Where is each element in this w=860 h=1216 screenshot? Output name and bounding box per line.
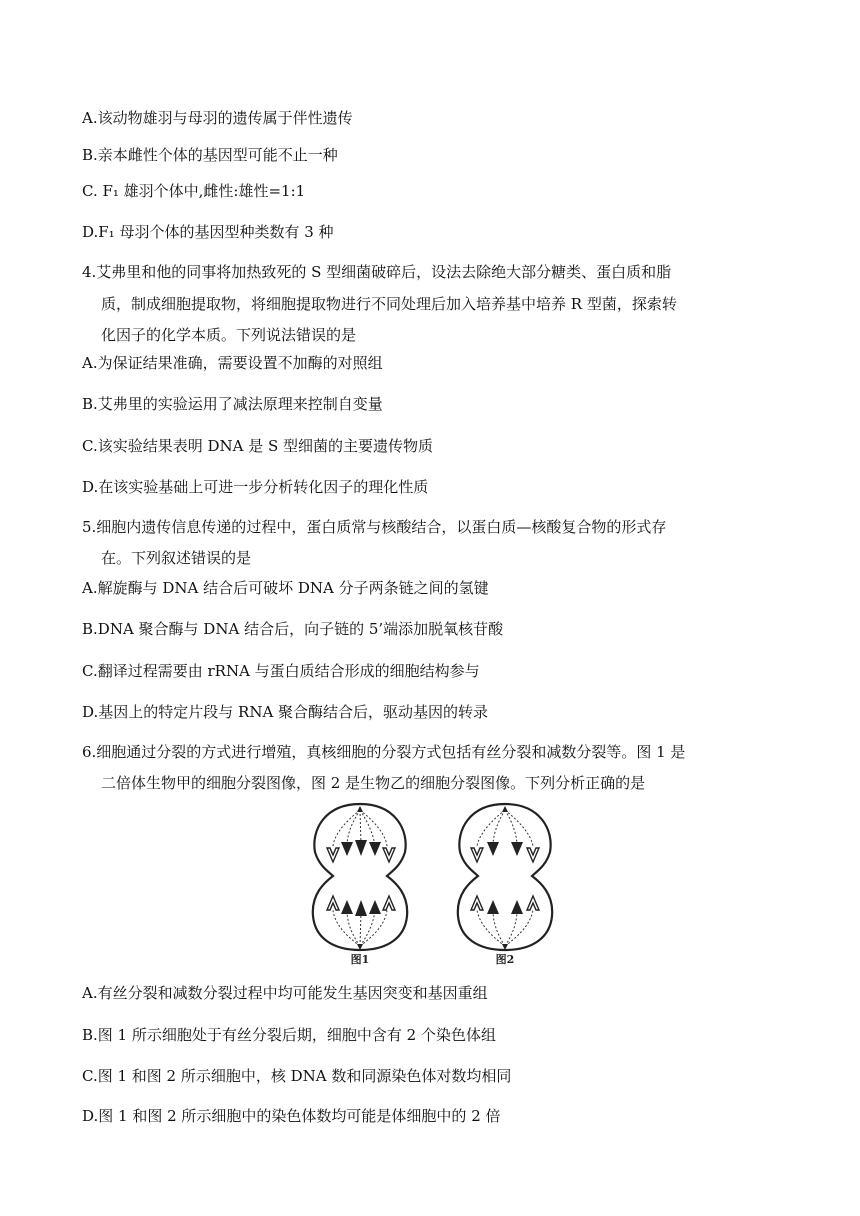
figure-1-label: 图1 — [350, 953, 370, 966]
q6-option-c: C.图 1 和图 2 所示细胞中，核 DNA 数和同源染色体对数均相同 — [82, 1067, 512, 1085]
q5-option-b: B.DNA 聚合酶与 DNA 结合后，向子链的 5’端添加脱氧核苷酸 — [82, 620, 504, 638]
cell-division-figure — [305, 800, 565, 966]
q6-option-a: A.有丝分裂和减数分裂过程中均可能发生基因突变和基因重组 — [82, 984, 488, 1002]
q6-option-b: B.图 1 所示细胞处于有丝分裂后期，细胞中含有 2 个染色体组 — [82, 1026, 496, 1044]
q4-stem-line-3: 化因子的化学本质。下列说法错误的是 — [101, 326, 357, 344]
q4-option-b: B.艾弗里的实验运用了减法原理来控制自变量 — [82, 395, 383, 413]
q5-option-c: C.翻译过程需要由 rRNA 与蛋白质结合形成的细胞结构参与 — [82, 662, 480, 680]
q6-stem-line-2: 二倍体生物甲的细胞分裂图像，图 2 是生物乙的细胞分裂图像。下列分析正确的是 — [101, 774, 646, 792]
q3-option-b: B.亲本雌性个体的基因型可能不止一种 — [82, 146, 338, 164]
q5-option-d: D.基因上的特定片段与 RNA 聚合酶结合后，驱动基因的转录 — [82, 703, 489, 721]
q5-stem-line-2: 在。下列叙述错误的是 — [101, 549, 252, 567]
q4-stem-line-1: 4.艾弗里和他的同事将加热致死的 S 型细菌破碎后，设法去除绝大部分糖类、蛋白质和脂 — [82, 263, 672, 281]
figure-2-cell-diagram — [458, 804, 552, 950]
q5-stem-line-1: 5.细胞内遗传信息传递的过程中，蛋白质常与核酸结合，以蛋白质—核酸复合物的形式存 — [82, 518, 667, 536]
q4-option-d: D.在该实验基础上可进一步分析转化因子的理化性质 — [82, 478, 429, 496]
q5-option-a: A.解旋酶与 DNA 结合后可破坏 DNA 分子两条链之间的氢键 — [82, 579, 489, 597]
figure-2-label: 图2 — [495, 953, 515, 966]
figure-1-cell-diagram — [313, 804, 407, 950]
q4-option-a: A.为保证结果准确，需要设置不加酶的对照组 — [82, 354, 383, 372]
q6-option-d: D.图 1 和图 2 所示细胞中的染色体数均可能是体细胞中的 2 倍 — [82, 1107, 501, 1125]
q3-option-a: A.该动物雄羽与母羽的遗传属于伴性遗传 — [82, 109, 353, 127]
q4-option-c: C.该实验结果表明 DNA 是 S 型细菌的主要遗传物质 — [82, 437, 434, 455]
q3-option-d: D.F₁ 母羽个体的基因型种类数有 3 种 — [82, 223, 334, 241]
q3-option-c: C. F₁ 雄羽个体中,雌性:雄性=1:1 — [82, 182, 306, 200]
q4-stem-line-2: 质，制成细胞提取物，将细胞提取物进行不同处理后加入培养基中培养 R 型菌，探索转 — [101, 295, 677, 313]
q6-stem-line-1: 6.细胞通过分裂的方式进行增殖，真核细胞的分裂方式包括有丝分裂和减数分裂等。图 1 是 — [82, 743, 686, 761]
